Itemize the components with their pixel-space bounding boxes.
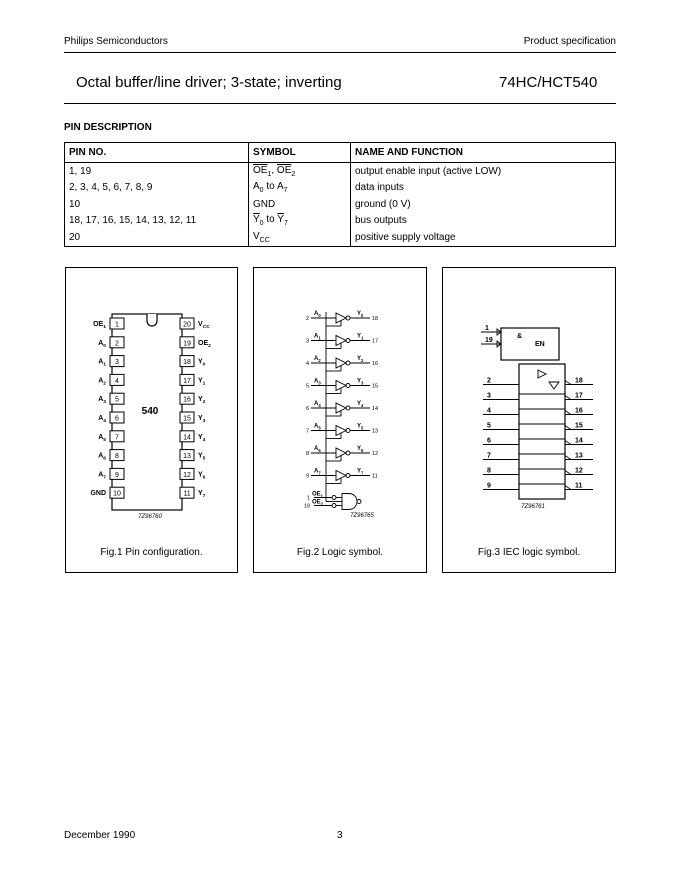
column-header: SYMBOL	[249, 143, 351, 163]
input-label	[314, 356, 321, 363]
signal-name: OE	[198, 339, 209, 347]
input-pin-number: 2	[487, 377, 491, 385]
signal-name: A	[314, 378, 319, 385]
signal-name: Y	[198, 377, 203, 385]
output-pin-number: 11	[575, 482, 583, 490]
output-label	[357, 334, 364, 341]
output-pin-number: 11	[372, 473, 378, 480]
output-pin-number: 14	[372, 406, 379, 412]
pin-number: 8	[115, 453, 119, 461]
pin-symbol: $\overline{OE}_1$, $\overline{OE}_2$	[249, 163, 351, 180]
negation-flag	[565, 456, 571, 460]
pin-function: data inputs	[351, 180, 616, 197]
pin-label	[198, 434, 206, 443]
pin-label	[90, 490, 106, 497]
signal-name: OE	[312, 499, 321, 506]
input-label	[314, 469, 321, 476]
pin-label	[98, 396, 106, 405]
signal-subscript: 2	[202, 400, 206, 406]
negation-flag	[565, 396, 571, 400]
buffer-triangle	[538, 370, 546, 378]
input-label	[314, 379, 321, 386]
pin-number: 5	[115, 396, 119, 404]
input-pin-number: 8	[305, 451, 309, 457]
pin-configuration-diagram	[66, 268, 237, 528]
signal-name: Y	[357, 446, 362, 452]
doc-title: Octal buffer/line driver; 3-state; inverting	[76, 74, 342, 91]
pin-number: 7	[115, 434, 119, 442]
part-number: 74HC/HCT540	[499, 74, 598, 91]
pin-function: positive supply voltage	[351, 229, 616, 246]
pin-symbol: $\overline{Y}_0$ to $\overline{Y}_7$	[249, 213, 351, 230]
signal-subscript: 1	[318, 335, 321, 341]
signal-subscript: 0	[202, 362, 206, 368]
output-pin-number: 16	[372, 361, 379, 367]
three-state-triangle	[549, 382, 559, 389]
signal-name: A	[314, 356, 319, 362]
output-pin-number: 12	[372, 451, 379, 457]
output-pin-number: 16	[575, 407, 583, 415]
output-pin-number: 15	[575, 422, 583, 430]
signal-subscript: 1	[320, 493, 324, 499]
pin-number: 13	[183, 453, 191, 461]
output-pin-number: 15	[372, 383, 379, 390]
output-pin-number: 17	[372, 338, 379, 345]
output-pin-number: 12	[575, 467, 583, 475]
signal-subscript: 3	[318, 380, 321, 386]
pin-number: 16	[183, 396, 191, 404]
signal-name: Y	[357, 378, 362, 385]
pin-number: 18	[183, 359, 191, 367]
pin-label	[198, 471, 206, 480]
pin-label	[98, 415, 106, 424]
output-label	[357, 311, 364, 318]
signal-subscript: 6	[361, 448, 364, 453]
page-number: 3	[337, 830, 343, 841]
pin-number: 17	[183, 377, 191, 385]
gate-bubble	[357, 500, 361, 504]
input-pin-number: 2	[305, 316, 309, 322]
output-label	[357, 401, 364, 408]
negation-flag	[565, 381, 571, 385]
pin-label	[198, 321, 210, 330]
output-label	[357, 356, 364, 363]
signal-name: Y	[357, 311, 362, 317]
company-name: Philips Semiconductors	[64, 36, 168, 47]
table-row	[65, 213, 616, 230]
pin-number: 4	[115, 377, 119, 385]
chip-notch	[147, 314, 157, 326]
signal-subscript: 1	[103, 325, 106, 330]
figure-caption: Fig.2 Logic symbol.	[296, 547, 384, 558]
pin-number: 15	[183, 415, 191, 423]
signal-subscript: 7	[202, 494, 206, 500]
signal-name: Y	[198, 415, 203, 422]
output-pin-number: 14	[575, 437, 583, 445]
pin-function: output enable input (active LOW)	[351, 163, 616, 180]
output-pin-number: 13	[372, 428, 379, 435]
enable-pin-number: 1	[485, 325, 489, 332]
pin-label	[98, 471, 106, 480]
enable-label	[312, 500, 324, 507]
signal-subscript: 7	[318, 470, 321, 476]
pin-label	[198, 340, 211, 349]
input-pin-number: 5	[305, 383, 309, 390]
signal-subscript: 2	[318, 358, 321, 363]
signal-subscript: 0	[103, 343, 106, 349]
pin-symbol: $A_0$ to $A_7$	[249, 180, 351, 197]
pin-no: 10	[65, 196, 249, 213]
table-header-row	[65, 143, 616, 163]
enable-label	[312, 492, 324, 499]
header-rule	[64, 52, 616, 53]
input-label	[314, 401, 321, 408]
signal-subscript: 5	[361, 425, 364, 431]
pin-label	[98, 340, 106, 349]
output-pin-number: 18	[575, 377, 583, 385]
output-pin-number: 13	[575, 452, 583, 460]
pin-label	[98, 377, 106, 386]
input-pin-number: 9	[487, 482, 491, 490]
pin-number: 1	[115, 321, 119, 329]
pin-no: 20	[65, 229, 249, 246]
signal-name: A	[314, 423, 319, 430]
pin-number: 2	[115, 340, 119, 348]
pin-number: 3	[115, 359, 119, 367]
input-label	[314, 311, 321, 318]
logic-symbol-diagram	[254, 268, 426, 528]
table-row	[65, 196, 616, 213]
signal-subscript: 5	[103, 437, 106, 443]
input-label	[314, 446, 321, 453]
input-pin-number: 9	[305, 473, 309, 480]
doc-type: Product specification	[523, 36, 616, 47]
enable-bubble	[332, 504, 336, 508]
pin-label	[198, 453, 206, 462]
pin-symbol: GND	[249, 196, 351, 213]
pin-no: 1, 19	[65, 163, 249, 180]
pin-no: 18, 17, 16, 15, 14, 13, 12, 11	[65, 213, 249, 230]
table-row	[65, 180, 616, 197]
negation-flag	[565, 441, 571, 445]
enable-pin-number: 19	[303, 503, 310, 510]
pin-label	[198, 359, 206, 368]
input-pin-number: 7	[305, 428, 309, 435]
en-label: EN	[535, 341, 545, 348]
signal-name: A	[98, 452, 104, 460]
pin-number: 11	[183, 490, 191, 498]
pin-label	[98, 359, 106, 368]
input-label	[314, 424, 321, 431]
signal-name: Y	[198, 396, 203, 404]
input-pin-number: 3	[487, 392, 491, 400]
signal-subscript: 5	[202, 456, 206, 462]
pin-number: 9	[115, 471, 119, 479]
signal-name: Y	[357, 468, 362, 475]
figure-code: 7Z96765	[350, 513, 374, 519]
negation-flag	[565, 411, 571, 415]
signal-name: Y	[198, 471, 203, 479]
signal-subscript: CC	[202, 325, 210, 330]
enable-pin-number: 1	[306, 495, 310, 502]
signal-subscript: 4	[361, 403, 364, 408]
output-pin-number: 18	[372, 316, 379, 322]
signal-name: V	[198, 321, 203, 328]
figure-iec-logic-symbol	[442, 267, 616, 573]
pin-number: 6	[115, 415, 119, 423]
figure-logic-symbol	[253, 267, 427, 573]
signal-subscript: 6	[318, 448, 321, 453]
pin-label	[93, 321, 106, 330]
pin-label	[198, 377, 206, 386]
signal-subscript: 7	[361, 470, 364, 476]
input-pin-number: 4	[305, 361, 309, 367]
control-block	[501, 328, 559, 360]
input-pin-number: 6	[305, 406, 309, 412]
negation-flag	[565, 426, 571, 430]
signal-name: A	[98, 377, 104, 385]
input-pin-number: 6	[487, 437, 491, 445]
figure-code: 7Z96761	[521, 504, 545, 510]
signal-subscript: 6	[202, 475, 206, 481]
signal-name: Y	[357, 356, 362, 362]
pin-function: ground (0 V)	[351, 196, 616, 213]
signal-name: A	[314, 468, 319, 475]
signal-subscript: 3	[202, 419, 206, 424]
pin-label	[198, 396, 206, 405]
signal-subscript: 2	[103, 381, 106, 387]
pin-table	[64, 142, 616, 247]
chip-label: 540	[141, 406, 159, 417]
signal-subscript: 0	[361, 313, 364, 318]
pin-label	[98, 434, 106, 443]
pin-no: 2, 3, 4, 5, 6, 7, 8, 9	[65, 180, 249, 197]
signal-name: Y	[357, 423, 362, 430]
output-label	[357, 446, 364, 453]
iec-symbol-diagram	[443, 268, 615, 528]
negation-flag	[565, 486, 571, 490]
buffer-array	[519, 364, 565, 499]
signal-subscript: 4	[318, 403, 321, 408]
output-label	[357, 379, 364, 386]
enable-pin-number: 19	[485, 337, 493, 344]
input-pin-number: 7	[487, 452, 491, 460]
pin-number: 12	[183, 471, 191, 479]
signal-name: A	[314, 333, 319, 340]
input-pin-number: 3	[305, 338, 309, 345]
signal-name: A	[98, 433, 104, 441]
signal-name: Y	[357, 333, 362, 340]
column-header: NAME AND FUNCTION	[351, 143, 616, 163]
pin-label	[98, 453, 106, 462]
signal-name: Y	[198, 358, 203, 366]
figure-caption: Fig.1 Pin configuration.	[100, 547, 203, 558]
signal-subscript: 3	[103, 400, 106, 406]
signal-name: OE	[312, 491, 321, 498]
input-pin-number: 4	[487, 407, 491, 415]
signal-subscript: 4	[103, 419, 106, 424]
input-pin-number: 8	[487, 467, 491, 475]
signal-name: GND	[90, 490, 106, 498]
signal-subscript: 1	[361, 335, 364, 341]
signal-name: Y	[357, 401, 362, 407]
signal-subscript: 5	[318, 425, 321, 431]
signal-subscript: 3	[361, 380, 364, 386]
pin-label	[198, 415, 206, 424]
signal-name: A	[98, 358, 104, 366]
signal-name: Y	[198, 452, 203, 460]
pin-number: 19	[183, 340, 191, 348]
signal-subscript: 2	[320, 501, 324, 507]
output-label	[357, 469, 364, 476]
signal-name: Y	[198, 490, 203, 498]
signal-name: A	[98, 415, 104, 422]
signal-name: A	[314, 446, 319, 452]
signal-name: OE	[93, 321, 104, 328]
output-pin-number: 17	[575, 392, 583, 400]
figure-caption: Fig.3 IEC logic symbol.	[477, 547, 581, 558]
signal-subscript: 1	[103, 362, 106, 368]
output-label	[357, 424, 364, 431]
negation-flag	[565, 471, 571, 475]
signal-name: A	[98, 339, 104, 347]
signal-subscript: 6	[103, 456, 106, 462]
signal-subscript: 1	[202, 381, 206, 387]
pin-label	[198, 490, 206, 499]
signal-name: A	[98, 396, 104, 404]
section-heading: PIN DESCRIPTION	[64, 122, 152, 133]
pin-symbol: $V_{CC}$	[249, 229, 351, 246]
and-label: &	[517, 333, 523, 340]
signal-name: A	[98, 471, 104, 479]
figure-pin-configuration	[65, 267, 238, 573]
table-row	[65, 163, 616, 180]
figure-code: 7Z96760	[138, 514, 162, 520]
signal-subscript: 4	[202, 437, 206, 443]
signal-subscript: 7	[103, 475, 106, 481]
column-header: PIN NO.	[65, 143, 249, 163]
and-gate	[342, 494, 357, 510]
footer-date: December 1990	[64, 830, 136, 841]
pin-number: 14	[183, 434, 191, 442]
input-label	[314, 334, 321, 341]
signal-subscript: 0	[318, 313, 321, 318]
pin-number: 10	[113, 490, 121, 498]
input-pin-number: 5	[487, 422, 491, 430]
signal-subscript: 2	[361, 358, 364, 363]
signal-name: A	[314, 401, 319, 407]
pin-function: bus outputs	[351, 213, 616, 230]
signal-name: A	[314, 311, 319, 317]
signal-subscript: 2	[208, 343, 211, 349]
title-rule	[64, 103, 616, 104]
pin-number: 20	[183, 321, 191, 329]
table-row	[65, 229, 616, 246]
enable-bubble	[332, 496, 336, 500]
signal-name: Y	[198, 433, 203, 441]
